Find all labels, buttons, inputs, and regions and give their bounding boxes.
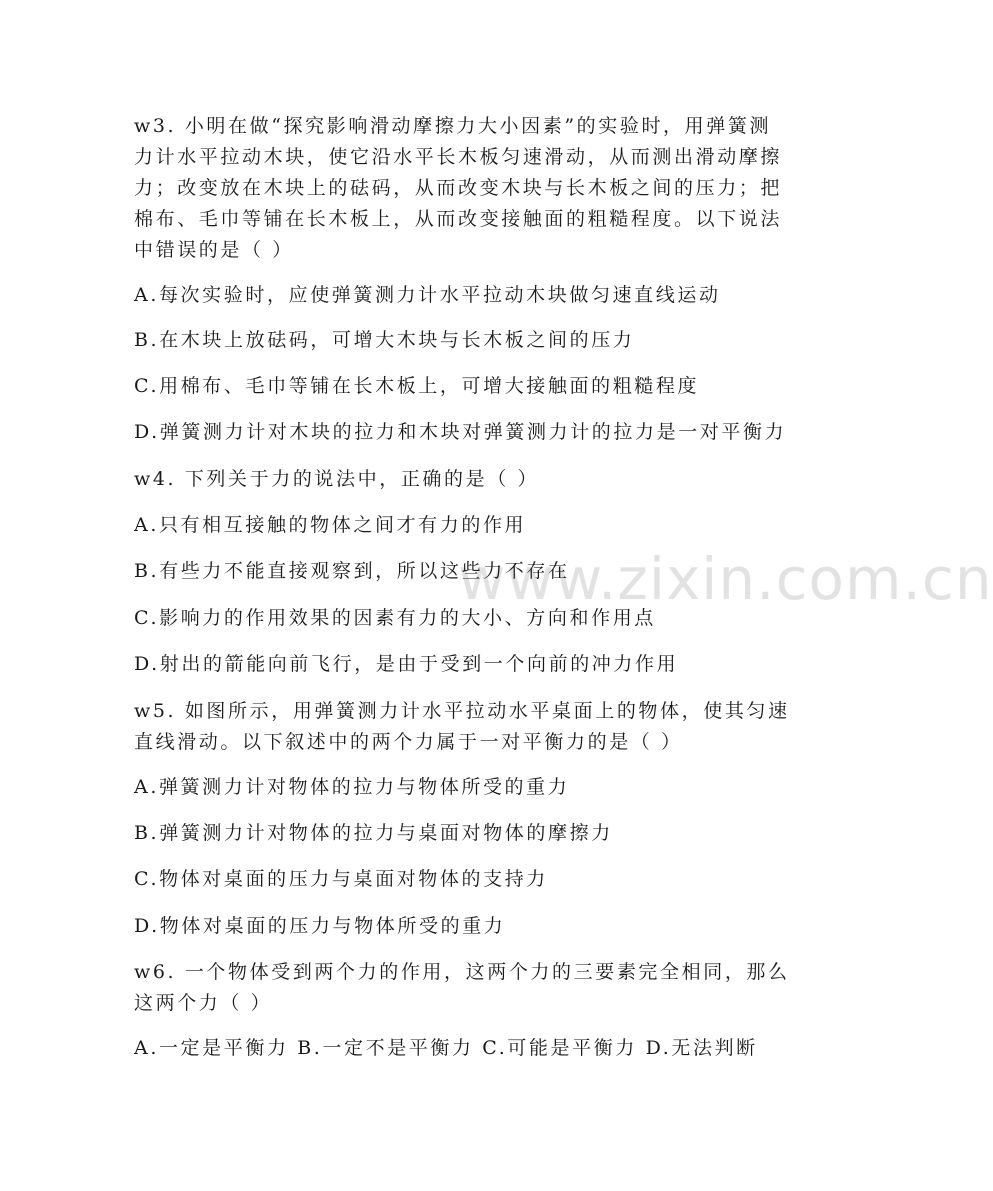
question-w5-option-a: A.弹簧测力计对物体的拉力与物体所受的重力 (134, 776, 570, 798)
question-w5-line-1: w5. 如图所示，用弹簧测力计水平拉动水平桌面上的物体，使其匀速 (134, 700, 790, 722)
question-w4-line-1: w4. 下列关于力的说法中，正确的是（ ） (134, 468, 540, 490)
question-w6-line-2: 这两个力（ ） (134, 992, 273, 1014)
question-w4-option-a: A.只有相互接触的物体之间才有力的作用 (134, 514, 527, 536)
question-w5-option-d: D.物体对桌面的压力与物体所受的重力 (134, 915, 506, 937)
question-w3-line-1: w3. 小明在做“探究影响滑动摩擦力大小因素”的实验时，用弹簧测 (134, 115, 772, 137)
question-w3-line-3: 力；改变放在木块上的砝码，从而改变木块与长木板之间的压力；把 (134, 177, 783, 199)
question-w3-line-2: 力计水平拉动木块，使它沿水平长木板匀速滑动，从而测出滑动摩擦 (134, 146, 783, 168)
question-w3-option-a: A.每次实验时，应使弹簧测力计水平拉动木块做匀速直线运动 (134, 284, 721, 306)
question-w4-option-d: D.射出的箭能向前飞行，是由于受到一个向前的冲力作用 (134, 653, 679, 675)
question-w6-options: A.一定是平衡力 B.一定不是平衡力 C.可能是平衡力 D.无法判断 (134, 1037, 758, 1059)
question-w5-line-2: 直线滑动。以下叙述中的两个力属于一对平衡力的是（ ） (134, 731, 683, 753)
watermark: www.zixin.com.cn (458, 545, 993, 613)
question-w3-option-d: D.弹簧测力计对木块的拉力和木块对弹簧测力计的拉力是一对平衡力 (134, 421, 787, 443)
question-w4-option-c: C.影响力的作用效果的因素有力的大小、方向和作用点 (134, 607, 656, 629)
question-w3-option-c: C.用棉布、毛巾等铺在长木板上，可增大接触面的粗糙程度 (134, 375, 700, 397)
question-w3-option-b: B.在木块上放砝码，可增大木块与长木板之间的压力 (134, 329, 635, 351)
question-w6-line-1: w6. 一个物体受到两个力的作用，这两个力的三要素完全相同，那么 (134, 961, 790, 983)
question-w5-option-b: B.弹簧测力计对物体的拉力与桌面对物体的摩擦力 (134, 822, 613, 844)
question-w4-option-b: B.有些力不能直接观察到，所以这些力不存在 (134, 560, 570, 582)
question-w3-line-4: 棉布、毛巾等铺在长木板上，从而改变接触面的粗糙程度。以下说法 (134, 208, 783, 230)
question-w3-line-5: 中错误的是（ ） (134, 239, 294, 261)
question-w5-option-c: C.物体对桌面的压力与桌面对物体的支持力 (134, 868, 548, 890)
